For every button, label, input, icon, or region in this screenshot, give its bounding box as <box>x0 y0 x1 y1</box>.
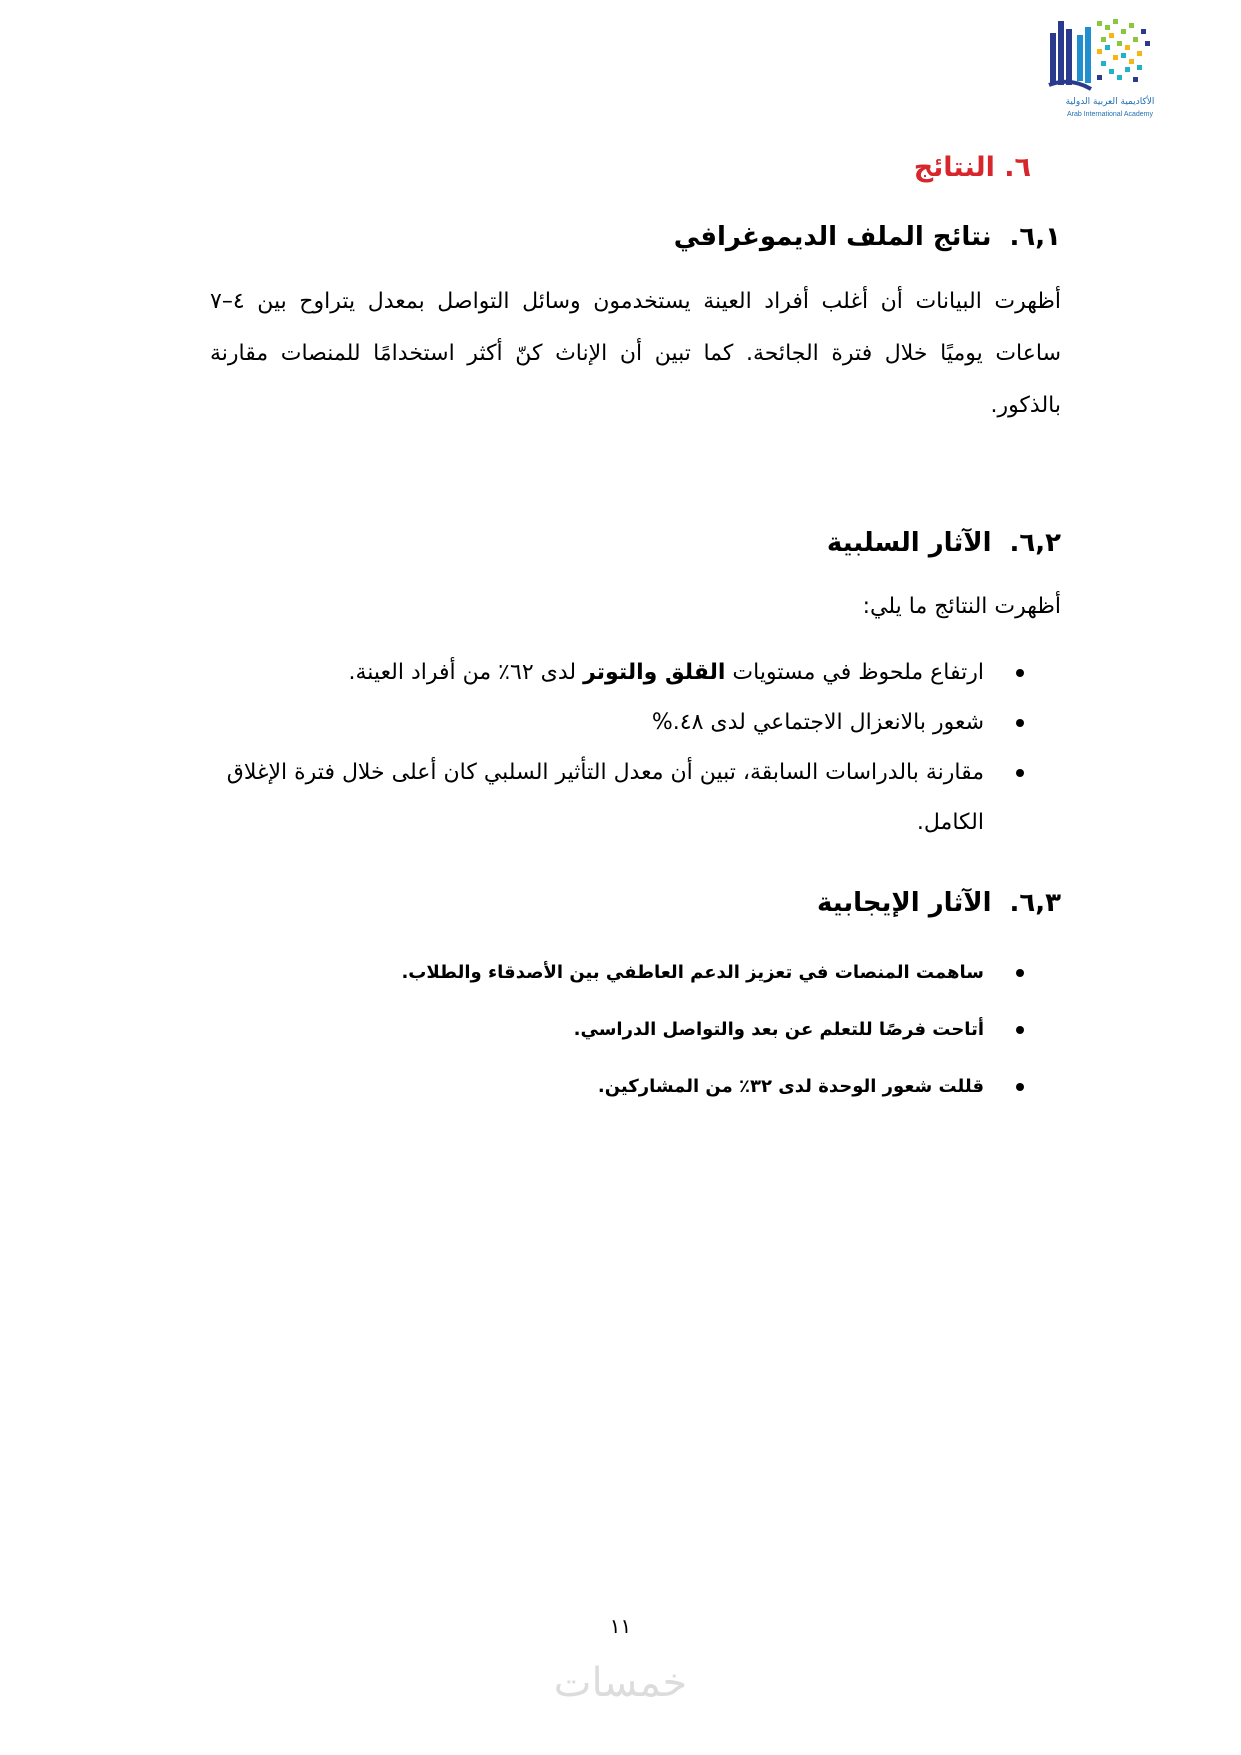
subsection-3-title: الآثار الإيجابية <box>816 888 992 918</box>
watermark: خمسات <box>553 1660 688 1706</box>
subsection-1-title: نتائج الملف الديموغرافي <box>673 222 992 252</box>
page-number: ١١ <box>609 1614 632 1638</box>
bullet-1-text-end: لدى ٦٢٪ من أفراد العينة. <box>348 660 584 685</box>
list-item: ساهمت المنصات في تعزيز الدعم العاطفي بين الأصدقاء والطلاب. <box>210 944 1061 1001</box>
list-item: قللت شعور الوحدة لدى ٣٢٪ من المشاركين. <box>210 1058 1061 1115</box>
subsection-2-number: ٦,٢. <box>1009 528 1061 558</box>
subsection-2-intro: أظهرت النتائج ما يلي: <box>862 594 1061 619</box>
negative-effects-list <box>210 648 1061 848</box>
positive-effects-list <box>210 944 1061 1115</box>
subsection-1-heading <box>674 222 1061 252</box>
academy-logo <box>1045 15 1175 125</box>
subsection-1-paragraph: أظهرت البيانات أن أغلب أفراد العينة يستخدمون وسائل التواصل بمعدل يتراوح بين ٤–٧ ساعات يوميًا خلال فترة الجائحة. كما تبين أن الإناث كنّ أكثر استخدامًا للمنصات مقارنة بالذكور. <box>210 289 1061 418</box>
logo-book-icon <box>1045 15 1175 95</box>
subsection-3-number: ٦,٣. <box>1009 888 1061 918</box>
list-item: أتاحت فرصًا للتعلم عن بعد والتواصل الدراسي. <box>210 1001 1061 1058</box>
subsection-2-title: الآثار السلبية <box>826 528 992 558</box>
list-item: شعور بالانعزال الاجتماعي لدى ٤٨.% <box>210 698 1061 748</box>
list-item <box>210 648 1061 698</box>
section-heading: ٦. النتائج <box>913 152 1031 183</box>
subsection-2-heading <box>827 528 1061 558</box>
logo-english-name: Arab International Academy <box>1067 111 1153 118</box>
logo-arabic-name: الأكاديمية العربية الدولية <box>1065 97 1155 107</box>
list-item: مقارنة بالدراسات السابقة، تبين أن معدل التأثير السلبي كان أعلى خلال فترة الإغلاق الكامل. <box>210 748 1061 848</box>
bullet-1-text-start: ارتفاع ملحوظ في مستويات <box>725 660 984 685</box>
bullet-1-emphasis: القلق والتوتر <box>583 660 726 685</box>
subsection-1-number: ٦,١. <box>1009 222 1061 252</box>
subsection-3-heading <box>817 888 1061 918</box>
